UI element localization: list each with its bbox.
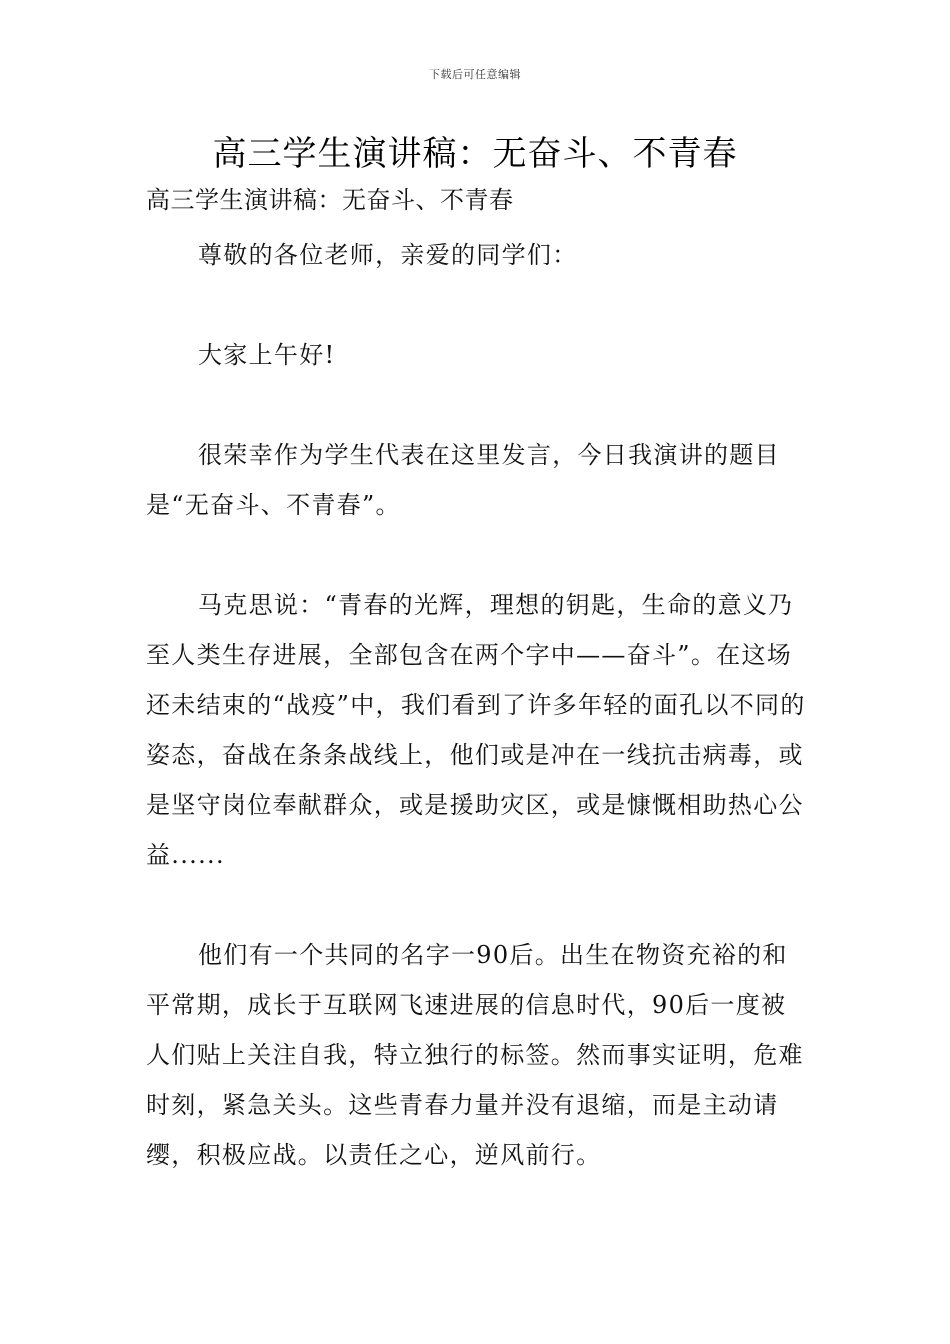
post90s-paragraph: 他们有一个共同的名字一90后。出生在物资充裕的和平常期，成长于互联网飞速进展的信息时代，90后一度被人们贴上关注自我，特立独行的标签。然而事实证明，危难时刻，紧急关头。这些青春力量并没有退缩，而是主动请缨，积极应战。以责任之心，逆风前行。 (146, 941, 804, 1169)
header-note: 下载后可任意编辑 (429, 68, 521, 81)
document-subtitle: 高三学生演讲稿：无奋斗、不青春 (146, 186, 514, 214)
salutation-paragraph: 尊敬的各位老师，亲爱的同学们： (198, 241, 578, 269)
greeting-paragraph: 大家上午好! (198, 341, 336, 369)
document-body (146, 180, 806, 1180)
intro-paragraph: 很荣幸作为学生代表在这里发言，今日我演讲的题目是“无奋斗、不青春”。 (146, 441, 780, 519)
document-title: 高三学生演讲稿：无奋斗、不青春 (212, 134, 738, 174)
marx-quote-paragraph: 马克思说：“青春的光辉，理想的钥匙，生命的意义乃至人类生存进展，全部包含在两个字中——奋斗”。在这场还未结束的“战疫”中，我们看到了许多年轻的面孔以不同的姿态，奋战在条条战线上，他们或是冲在一线抗击病毒，或是坚守岗位奉献群众，或是援助灾区，或是慷慨相助热心公益...... (146, 591, 806, 869)
